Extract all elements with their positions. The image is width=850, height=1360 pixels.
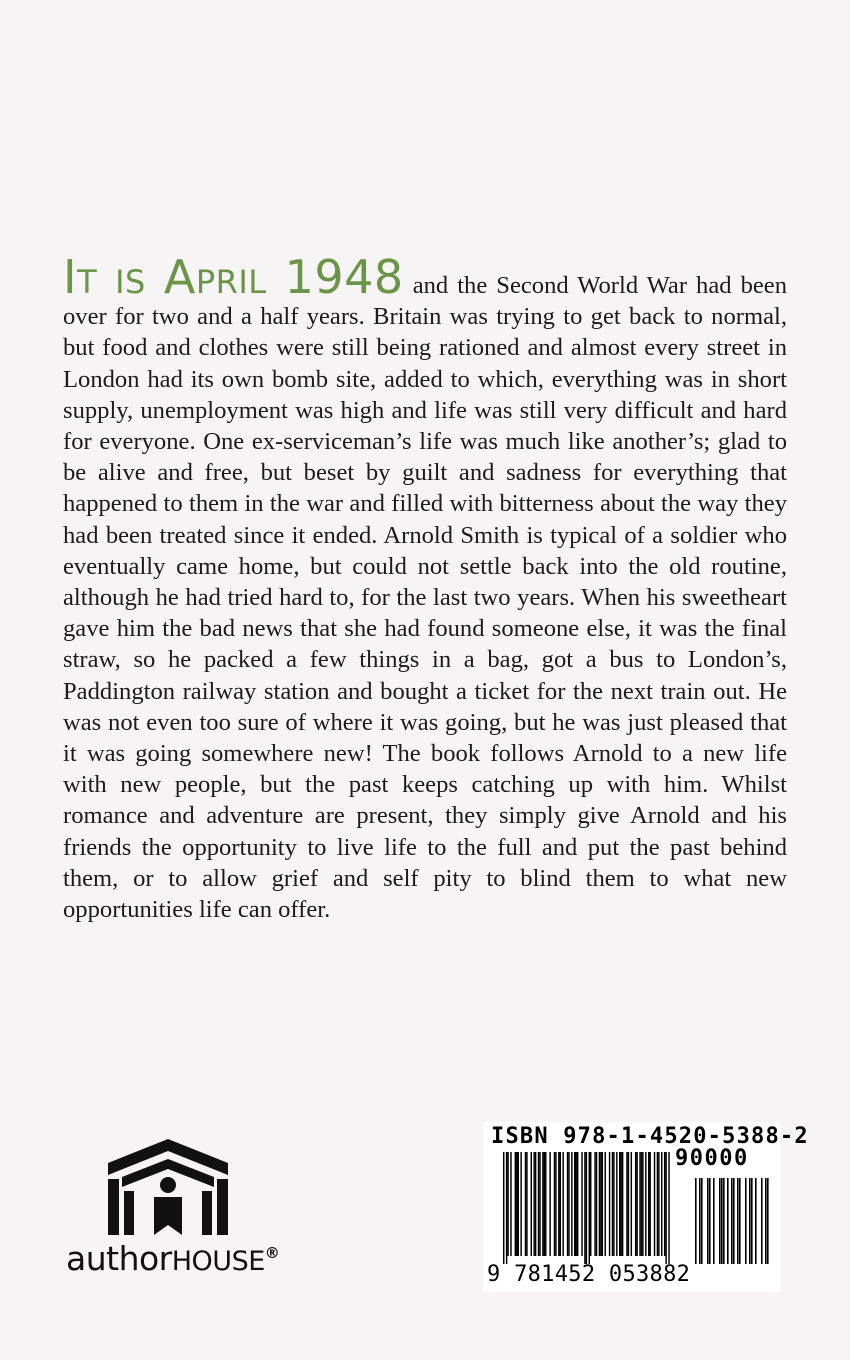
addon-bar bbox=[745, 1178, 747, 1264]
barcode-bar bbox=[581, 1152, 582, 1256]
addon-bar bbox=[707, 1178, 709, 1264]
barcode-bar bbox=[567, 1152, 568, 1256]
publisher-name-part2: HOUSE bbox=[171, 1246, 265, 1277]
barcode-bar bbox=[554, 1152, 555, 1256]
isbn-barcode bbox=[483, 1122, 809, 1292]
addon-bar bbox=[765, 1178, 767, 1264]
addon-bar bbox=[733, 1178, 735, 1264]
barcode-bar bbox=[609, 1152, 610, 1256]
barcode-bar bbox=[626, 1152, 627, 1256]
barcode-bar bbox=[568, 1152, 569, 1256]
barcode-bar bbox=[645, 1152, 646, 1256]
price-code: 90000 bbox=[675, 1146, 749, 1171]
addon-bar bbox=[761, 1178, 763, 1264]
barcode-bar bbox=[542, 1152, 543, 1256]
barcode-bar bbox=[576, 1152, 577, 1256]
barcode-bar bbox=[613, 1152, 614, 1256]
addon-bar bbox=[721, 1178, 723, 1264]
publisher-name-part1: author bbox=[66, 1239, 172, 1278]
ean-bars bbox=[503, 1152, 773, 1264]
barcode-bar bbox=[654, 1152, 655, 1256]
barcode-bar bbox=[605, 1152, 606, 1256]
barcode-bar bbox=[516, 1152, 517, 1256]
barcode-bar bbox=[555, 1152, 556, 1256]
barcode-bar bbox=[584, 1152, 585, 1264]
barcode-bar bbox=[657, 1152, 658, 1256]
addon-bar bbox=[723, 1178, 725, 1264]
barcode-bar bbox=[571, 1152, 572, 1256]
barcode-bar bbox=[515, 1152, 516, 1256]
blurb-lead-in: It is April 1948 bbox=[63, 250, 404, 304]
barcode-bar bbox=[562, 1152, 563, 1256]
barcode-bar bbox=[658, 1152, 659, 1256]
addon-bar bbox=[755, 1178, 757, 1264]
barcode-bar bbox=[525, 1152, 526, 1256]
blurb-body: and the Second World War had been over for two and a half years. Britain was trying to get back to normal, but food and clothes were still being rationed and almost every street in London had its own bomb site, added to which, everything was in short supply, unemployment was high and life was still very difficult and hard for everyone. One ex-serviceman’s life was much like another’s; glad to be alive and free, but beset by guilt and sadness for everything that happened to them in the war and filled with bitterness about the way they had been treated since it ended. Arnold Smith is typical of a soldier who eventually came home, but could not settle back into the old routine, although he had tried hard to, for the last two years. When his sweetheart gave him the bad news that she had found someone else, it was the final straw, so he packed a few things in a bag, got a bus to London’s, Paddington railway station and bought a ticket for the next train out. He was not even too sure of where it was going, but he was just pleased that it was going somewhere new! The book follows Arnold to a new life with new people, but the past keeps catching up with him. Whilst romance and adventure are present, they simply give Arnold and his friends the opportunity to live life to the full and put the past behind them, or to allow grief and self pity to blind them to what new opportunities life can offer. bbox=[63, 272, 788, 924]
addon-bar bbox=[739, 1178, 741, 1264]
barcode-bar bbox=[586, 1152, 587, 1264]
barcode-bar bbox=[668, 1152, 669, 1264]
barcode-bar bbox=[620, 1152, 621, 1256]
authorhouse-logo-icon bbox=[104, 1135, 232, 1235]
barcode-bar bbox=[661, 1152, 662, 1256]
barcode-bar bbox=[518, 1152, 519, 1256]
barcode-bar bbox=[600, 1152, 601, 1256]
barcode-bar bbox=[628, 1152, 629, 1256]
addon-bar bbox=[737, 1178, 739, 1264]
barcode-bar bbox=[639, 1152, 640, 1256]
barcode-bar bbox=[577, 1152, 578, 1256]
barcode-bar bbox=[589, 1152, 590, 1264]
addon-bar bbox=[713, 1178, 715, 1264]
barcode-bar bbox=[602, 1152, 603, 1256]
barcode-bar bbox=[510, 1152, 511, 1256]
barcode-bar bbox=[520, 1152, 521, 1256]
back-cover-blurb bbox=[63, 250, 788, 925]
barcode-bar bbox=[544, 1152, 545, 1256]
barcode-bar bbox=[636, 1152, 637, 1256]
barcode-bar bbox=[574, 1152, 575, 1256]
barcode-bar bbox=[641, 1152, 642, 1256]
barcode-bar bbox=[635, 1152, 636, 1256]
barcode-bar bbox=[631, 1152, 632, 1256]
barcode-bar bbox=[619, 1152, 620, 1256]
addon-bar bbox=[751, 1178, 753, 1264]
barcode-bar bbox=[594, 1152, 595, 1256]
addon-bar bbox=[699, 1178, 701, 1264]
barcode-bar bbox=[531, 1152, 532, 1256]
barcode-bar bbox=[599, 1152, 600, 1256]
addon-bar bbox=[695, 1178, 697, 1264]
addon-bar bbox=[767, 1178, 769, 1264]
isbn-number: ISBN 978-1-4520-5388-2 bbox=[491, 1124, 809, 1149]
publisher-logo bbox=[66, 1135, 286, 1285]
barcode-bar bbox=[558, 1152, 559, 1256]
barcode-bar bbox=[526, 1152, 527, 1256]
registered-mark: ® bbox=[264, 1244, 280, 1262]
barcode-bar bbox=[642, 1152, 643, 1256]
barcode-bar bbox=[538, 1152, 539, 1256]
barcode-bar bbox=[539, 1152, 540, 1256]
addon-bar bbox=[731, 1178, 733, 1264]
barcode-bar bbox=[535, 1152, 536, 1256]
barcode-bar bbox=[545, 1152, 546, 1256]
addon-bar bbox=[709, 1178, 711, 1264]
barcode-bar bbox=[560, 1152, 561, 1256]
barcode-bar bbox=[596, 1152, 597, 1256]
barcode-bar bbox=[590, 1152, 591, 1256]
barcode-bar bbox=[503, 1152, 504, 1264]
addon-bar bbox=[749, 1178, 751, 1264]
barcode-bar bbox=[622, 1152, 623, 1256]
publisher-wordmark bbox=[66, 1239, 279, 1278]
barcode-bar bbox=[649, 1152, 650, 1256]
barcode-bar bbox=[612, 1152, 613, 1256]
barcode-bar bbox=[665, 1152, 666, 1264]
barcode-bar bbox=[648, 1152, 649, 1256]
barcode-bar bbox=[506, 1152, 507, 1264]
barcode-bar bbox=[507, 1152, 508, 1256]
ean-digits: 9 781452 053882 bbox=[487, 1262, 691, 1287]
barcode-bar bbox=[533, 1152, 534, 1256]
addon-bar bbox=[719, 1178, 721, 1264]
barcode-bar bbox=[616, 1152, 617, 1256]
barcode-bar bbox=[664, 1152, 665, 1256]
barcode-bar bbox=[549, 1152, 550, 1256]
addon-bar bbox=[701, 1178, 703, 1264]
addon-bar bbox=[727, 1178, 729, 1264]
